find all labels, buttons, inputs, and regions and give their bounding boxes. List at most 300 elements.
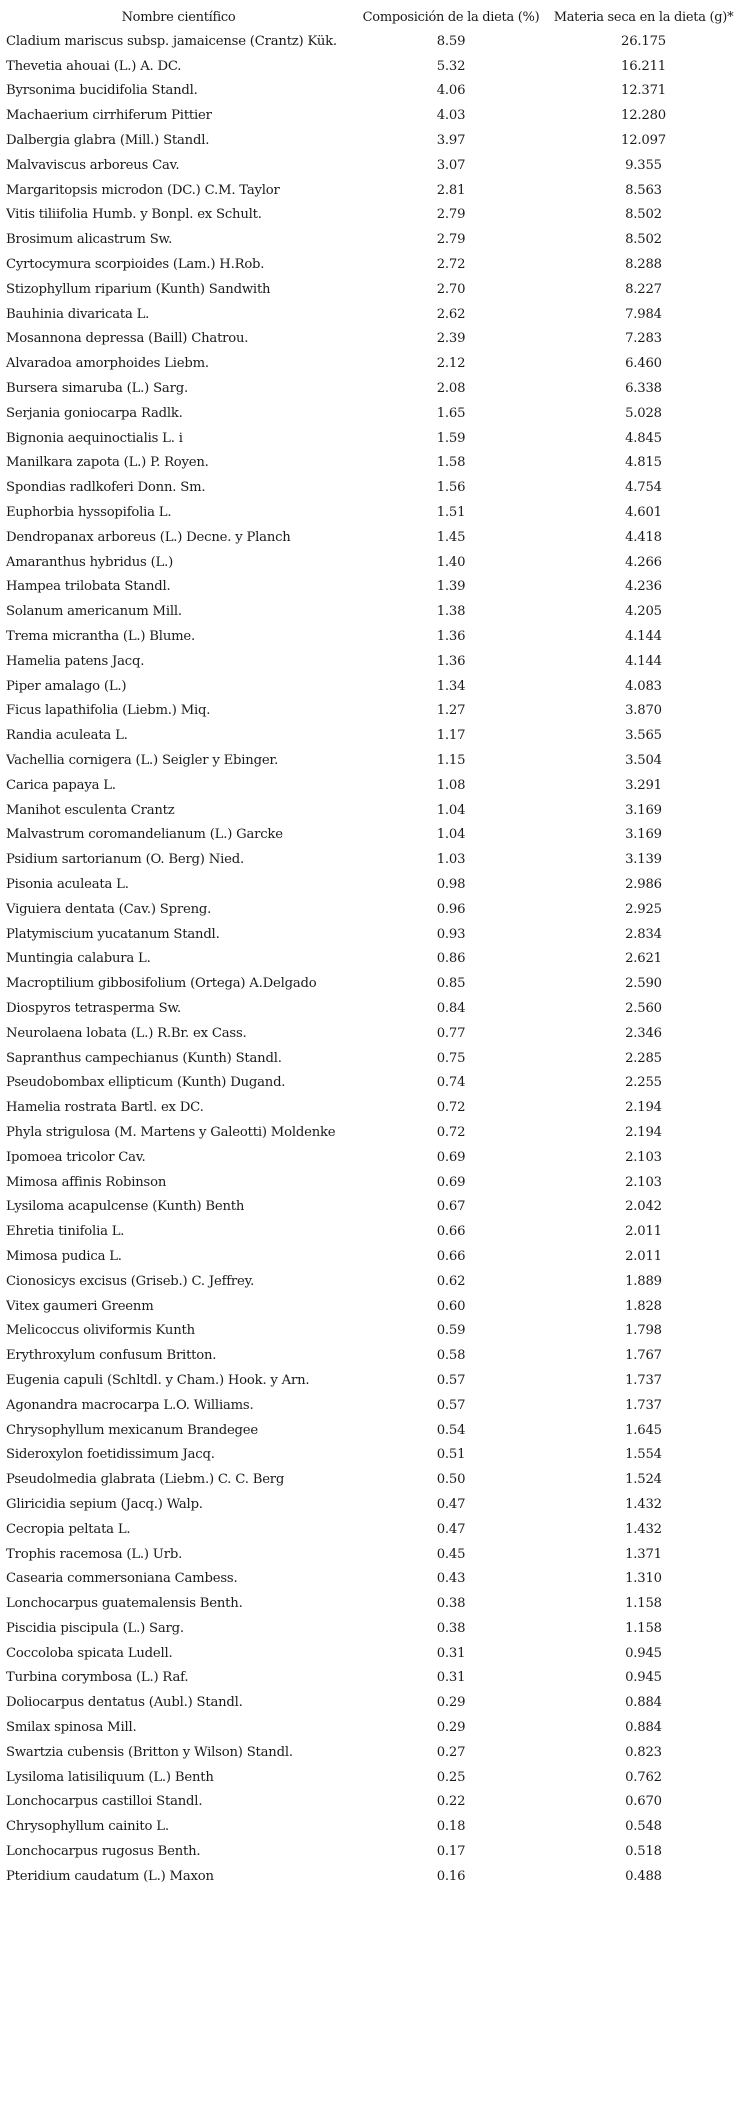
species-name-cell: Cecropia peltata L.	[6, 1521, 131, 1537]
header-diet-composition: Composición de la dieta (%)	[362, 10, 540, 25]
species-name-cell: Hamelia rostrata Bartl. ex DC.	[6, 1100, 204, 1116]
table-row	[6, 54, 736, 79]
table-row	[6, 1318, 736, 1343]
species-name-cell: Brosimum alicastrum Sw.	[6, 232, 173, 248]
dry-matter-cell: 0.884	[625, 1720, 662, 1736]
dry-matter-cell: 0.762	[625, 1769, 662, 1785]
species-name-cell: Pteridium caudatum (L.) Maxon	[6, 1868, 214, 1884]
diet-composition-cell: 1.65	[436, 405, 466, 421]
diet-composition-cell: 0.18	[436, 1819, 466, 1835]
dry-matter-cell: 1.158	[625, 1620, 662, 1636]
dry-matter-cell: 1.524	[625, 1472, 662, 1488]
dry-matter-cell: 0.670	[625, 1794, 662, 1810]
species-name-cell: Serjania goniocarpa Radlk.	[6, 405, 183, 421]
species-name-cell: Platymiscium yucatanum Standl.	[6, 926, 220, 942]
species-name-cell: Hampea trilobata Standl.	[6, 579, 171, 595]
table-row	[6, 649, 736, 674]
table-row	[6, 1368, 736, 1393]
table-row	[6, 575, 736, 600]
dry-matter-cell: 4.845	[625, 430, 662, 446]
diet-composition-cell: 3.97	[436, 133, 466, 149]
table-row	[6, 1740, 736, 1765]
dry-matter-cell: 3.565	[625, 728, 662, 744]
diet-composition-cell: 2.79	[436, 207, 466, 223]
diet-composition-cell: 0.16	[436, 1868, 466, 1884]
table-row	[6, 971, 736, 996]
dry-matter-cell: 0.945	[625, 1645, 662, 1661]
diet-composition-table	[6, 6, 736, 1889]
dry-matter-cell: 2.011	[625, 1248, 662, 1264]
species-name-cell: Thevetia ahouai (L.) A. DC.	[6, 58, 182, 74]
species-name-cell: Eugenia capuli (Schltdl. y Cham.) Hook. y Arn.	[6, 1372, 310, 1388]
table-row	[6, 1765, 736, 1790]
species-name-cell: Dalbergia glabra (Mill.) Standl.	[6, 133, 210, 149]
dry-matter-cell: 3.169	[625, 802, 662, 818]
diet-composition-cell: 0.96	[436, 901, 466, 917]
diet-composition-cell: 0.85	[436, 976, 466, 992]
table-row	[6, 252, 736, 277]
dry-matter-cell: 4.144	[625, 629, 662, 645]
dry-matter-cell: 1.798	[625, 1323, 662, 1339]
table-row	[6, 1070, 736, 1095]
species-name-cell: Dendropanax arboreus (L.) Decne. y Planch	[6, 529, 291, 545]
dry-matter-cell: 2.590	[625, 976, 662, 992]
species-name-cell: Chrysophyllum mexicanum Brandegee	[6, 1422, 258, 1438]
diet-composition-cell: 0.69	[436, 1174, 466, 1190]
species-name-cell: Cionosicys excisus (Griseb.) C. Jeffrey.	[6, 1273, 255, 1289]
dry-matter-cell: 0.823	[625, 1744, 662, 1760]
species-name-cell: Vitis tiliifolia Humb. y Bonpl. ex Schult.	[6, 207, 262, 223]
diet-composition-cell: 0.62	[436, 1273, 466, 1289]
species-name-cell: Manilkara zapota (L.) P. Royen.	[6, 455, 209, 471]
table-row	[6, 1442, 736, 1467]
dry-matter-cell: 3.504	[625, 753, 662, 768]
species-name-cell: Bursera simaruba (L.) Sarg.	[6, 381, 188, 397]
table-row	[6, 1814, 736, 1839]
table-row	[6, 748, 736, 773]
diet-composition-cell: 4.03	[436, 108, 466, 124]
species-name-cell: Mosannona depressa (Baill) Chatrou.	[6, 331, 249, 347]
species-name-cell: Manihot esculenta Crantz	[6, 802, 175, 818]
diet-composition-cell: 1.27	[436, 703, 466, 719]
species-name-cell: Vitex gaumeri Greenm	[6, 1298, 154, 1314]
dry-matter-cell: 1.645	[625, 1422, 662, 1438]
table-row	[6, 376, 736, 401]
table-row	[6, 351, 736, 376]
dry-matter-cell: 8.563	[625, 182, 662, 198]
diet-composition-cell: 0.47	[436, 1496, 466, 1512]
diet-composition-cell: 0.84	[436, 1000, 466, 1016]
dry-matter-cell: 4.754	[625, 480, 662, 496]
species-name-cell: Malvaviscus arboreus Cav.	[6, 157, 180, 173]
diet-composition-cell: 1.34	[436, 678, 466, 694]
diet-composition-cell: 4.06	[436, 83, 466, 99]
dry-matter-cell: 4.266	[625, 554, 662, 570]
species-name-cell: Amaranthus hybridus (L.)	[6, 554, 174, 570]
species-name-cell: Spondias radlkoferi Donn. Sm.	[6, 480, 206, 496]
diet-composition-cell: 0.69	[436, 1149, 466, 1165]
diet-composition-cell: 0.57	[436, 1372, 466, 1388]
table-row	[6, 451, 736, 476]
species-name-cell: Smilax spinosa Mill.	[6, 1720, 137, 1736]
table-row	[6, 1145, 736, 1170]
dry-matter-cell: 3.169	[625, 827, 662, 843]
diet-composition-cell: 0.50	[436, 1472, 466, 1488]
dry-matter-cell: 1.371	[625, 1546, 662, 1562]
species-name-cell: Vachellia cornigera (L.) Seigler y Ebinger.	[6, 753, 279, 768]
table-row	[6, 1566, 736, 1591]
table-row	[6, 872, 736, 897]
diet-composition-cell: 2.12	[436, 356, 466, 372]
table-row	[6, 1343, 736, 1368]
table-row	[6, 203, 736, 228]
diet-composition-cell: 5.32	[436, 58, 466, 74]
species-name-cell: Margaritopsis microdon (DC.) C.M. Taylor	[6, 182, 280, 198]
species-name-cell: Cyrtocymura scorpioides (Lam.) H.Rob.	[6, 257, 265, 273]
species-name-cell: Byrsonima bucidifolia Standl.	[6, 83, 198, 99]
table-row	[6, 897, 736, 922]
table-row	[6, 1542, 736, 1567]
species-name-cell: Bignonia aequinoctialis L. i	[6, 430, 183, 446]
diet-composition-cell: 0.25	[436, 1769, 466, 1785]
table-row	[6, 1616, 736, 1641]
table-row	[6, 1294, 736, 1319]
table-row	[6, 773, 736, 798]
species-name-cell: Lonchocarpus castilloi Standl.	[6, 1794, 203, 1810]
species-name-cell: Mimosa affinis Robinson	[6, 1174, 167, 1190]
diet-composition-cell: 0.51	[436, 1447, 466, 1463]
table-row	[6, 1492, 736, 1517]
dry-matter-cell: 1.828	[625, 1298, 662, 1314]
dry-matter-cell: 2.834	[625, 926, 662, 942]
diet-composition-cell: 0.66	[436, 1224, 466, 1240]
species-name-cell: Diospyros tetrasperma Sw.	[6, 1000, 181, 1016]
table-row	[6, 823, 736, 848]
diet-composition-cell: 0.17	[436, 1844, 466, 1860]
table-row	[6, 1467, 736, 1492]
dry-matter-cell: 26.175	[621, 33, 666, 49]
species-name-cell: Psidium sartorianum (O. Berg) Nied.	[6, 852, 244, 868]
table-row	[6, 178, 736, 203]
table-row	[6, 227, 736, 252]
dry-matter-cell: 12.280	[621, 108, 666, 124]
species-name-cell: Lysiloma latisiliquum (L.) Benth	[6, 1769, 214, 1785]
species-name-cell: Sapranthus campechianus (Kunth) Standl.	[6, 1050, 282, 1066]
dry-matter-cell: 12.097	[621, 133, 666, 149]
dry-matter-cell: 8.288	[625, 257, 662, 273]
dry-matter-cell: 4.815	[625, 455, 662, 471]
table-row	[6, 327, 736, 352]
table-row	[6, 1715, 736, 1740]
species-name-cell: Piper amalago (L.)	[6, 678, 127, 694]
dry-matter-cell: 4.144	[625, 653, 662, 669]
diet-composition-cell: 1.03	[436, 852, 466, 868]
species-name-cell: Viguiera dentata (Cav.) Spreng.	[6, 901, 212, 917]
diet-composition-cell: 0.59	[436, 1323, 466, 1339]
table-row	[6, 128, 736, 153]
table-row	[6, 1244, 736, 1269]
table-row	[6, 153, 736, 178]
species-name-cell: Pseudobombax ellipticum (Kunth) Dugand.	[6, 1075, 286, 1091]
dry-matter-cell: 1.767	[625, 1348, 662, 1364]
species-name-cell: Carica papaya L.	[6, 777, 116, 793]
table-row	[6, 798, 736, 823]
species-name-cell: Erythroxylum confusum Britton.	[6, 1348, 217, 1364]
dry-matter-cell: 7.283	[625, 331, 662, 347]
dry-matter-cell: 8.502	[625, 232, 662, 248]
species-name-cell: Lonchocarpus rugosus Benth.	[6, 1844, 201, 1860]
diet-composition-cell: 0.43	[436, 1571, 466, 1587]
table-row	[6, 922, 736, 947]
table-row	[6, 699, 736, 724]
table-row	[6, 1591, 736, 1616]
diet-composition-cell: 1.38	[436, 604, 466, 620]
species-name-cell: Lysiloma acapulcense (Kunth) Benth	[6, 1199, 245, 1215]
species-name-cell: Chrysophyllum cainito L.	[6, 1819, 169, 1835]
diet-composition-cell: 0.38	[436, 1596, 466, 1612]
table-row	[6, 1839, 736, 1864]
dry-matter-cell: 6.460	[625, 356, 662, 372]
species-name-cell: Alvaradoa amorphoides Liebm.	[6, 356, 209, 372]
dry-matter-cell: 1.737	[625, 1397, 662, 1413]
species-name-cell: Swartzia cubensis (Britton y Wilson) Standl.	[6, 1744, 293, 1760]
diet-composition-cell: 1.36	[436, 629, 466, 645]
dry-matter-cell: 1.432	[625, 1496, 662, 1512]
table-row	[6, 1418, 736, 1443]
diet-composition-cell: 0.77	[436, 1025, 466, 1041]
table-row	[6, 1790, 736, 1815]
table-row	[6, 525, 736, 550]
diet-composition-cell: 0.54	[436, 1422, 466, 1438]
species-name-cell: Pisonia aculeata L.	[6, 876, 129, 892]
table-row	[6, 847, 736, 872]
dry-matter-cell: 0.518	[625, 1844, 662, 1860]
table-row	[6, 1095, 736, 1120]
species-name-cell: Trophis racemosa (L.) Urb.	[6, 1546, 183, 1562]
species-name-cell: Doliocarpus dentatus (Aubl.) Standl.	[6, 1695, 243, 1711]
species-name-cell: Sideroxylon foetidissimum Jacq.	[6, 1447, 215, 1463]
dry-matter-cell: 2.011	[625, 1224, 662, 1240]
table-row	[6, 1120, 736, 1145]
table-row	[6, 401, 736, 426]
diet-composition-cell: 1.08	[436, 777, 466, 793]
header-row	[6, 6, 736, 29]
diet-composition-cell: 0.29	[436, 1720, 466, 1736]
dry-matter-cell: 2.285	[625, 1050, 662, 1066]
diet-composition-cell: 0.27	[436, 1744, 466, 1760]
table-body	[6, 29, 736, 1889]
diet-composition-cell: 2.62	[436, 306, 466, 322]
diet-composition-cell: 1.45	[436, 529, 466, 545]
diet-composition-cell: 0.72	[436, 1124, 466, 1140]
diet-composition-cell: 2.81	[436, 182, 466, 198]
diet-composition-cell: 2.39	[436, 331, 466, 347]
table-row	[6, 1194, 736, 1219]
dry-matter-cell: 6.338	[625, 381, 662, 397]
dry-matter-cell: 2.194	[625, 1100, 662, 1116]
table-row	[6, 946, 736, 971]
diet-composition-cell: 0.31	[436, 1645, 466, 1661]
diet-composition-cell: 1.51	[436, 505, 466, 521]
dry-matter-cell: 12.371	[621, 83, 666, 99]
dry-matter-cell: 1.158	[625, 1596, 662, 1612]
diet-composition-cell: 2.70	[436, 281, 466, 297]
table-row	[6, 1690, 736, 1715]
dry-matter-cell: 2.042	[625, 1199, 662, 1215]
diet-composition-cell: 1.39	[436, 579, 466, 595]
diet-composition-cell: 2.08	[436, 381, 466, 397]
table-row	[6, 1641, 736, 1666]
table-row	[6, 624, 736, 649]
species-name-cell: Ehretia tinifolia L.	[6, 1224, 125, 1240]
diet-composition-cell: 1.04	[436, 827, 466, 843]
diet-composition-cell: 0.86	[436, 951, 466, 967]
diet-composition-cell: 2.79	[436, 232, 466, 248]
species-name-cell: Hamelia patens Jacq.	[6, 653, 145, 669]
diet-composition-cell: 0.58	[436, 1348, 466, 1364]
diet-composition-cell: 0.75	[436, 1050, 466, 1066]
dry-matter-cell: 3.291	[625, 777, 662, 793]
species-name-cell: Machaerium cirrhiferum Pittier	[6, 108, 212, 124]
dry-matter-cell: 2.103	[625, 1149, 662, 1165]
dry-matter-cell: 0.884	[625, 1695, 662, 1711]
table-row	[6, 723, 736, 748]
species-name-cell: Euphorbia hyssopifolia L.	[6, 505, 172, 521]
diet-composition-cell: 0.74	[436, 1075, 466, 1091]
species-name-cell: Randia aculeata L.	[6, 728, 128, 744]
species-name-cell: Casearia commersoniana Cambess.	[6, 1571, 238, 1587]
dry-matter-cell: 2.986	[625, 876, 662, 892]
diet-composition-cell: 2.72	[436, 257, 466, 273]
species-name-cell: Agonandra macrocarpa L.O. Williams.	[6, 1397, 254, 1413]
table-row	[6, 79, 736, 104]
table-row	[6, 1269, 736, 1294]
species-name-cell: Turbina corymbosa (L.) Raf.	[6, 1670, 189, 1686]
dry-matter-cell: 2.103	[625, 1174, 662, 1190]
species-name-cell: Lonchocarpus guatemalensis Benth.	[6, 1596, 243, 1612]
diet-composition-cell: 1.58	[436, 455, 466, 471]
dry-matter-cell: 2.194	[625, 1124, 662, 1140]
dry-matter-cell: 2.560	[625, 1000, 662, 1016]
diet-composition-cell: 1.59	[436, 430, 466, 446]
dry-matter-cell: 4.205	[625, 604, 662, 620]
diet-composition-cell: 0.29	[436, 1695, 466, 1711]
diet-composition-cell: 1.17	[436, 728, 466, 744]
table-row	[6, 426, 736, 451]
dry-matter-cell: 8.227	[625, 281, 662, 297]
table-row	[6, 302, 736, 327]
table-header	[6, 6, 736, 29]
species-name-cell: Mimosa pudica L.	[6, 1248, 122, 1264]
diet-composition-cell: 0.67	[436, 1199, 466, 1215]
diet-composition-cell: 1.04	[436, 802, 466, 818]
dry-matter-cell: 1.432	[625, 1521, 662, 1537]
species-name-cell: Gliricidia sepium (Jacq.) Walp.	[6, 1496, 203, 1512]
dry-matter-cell: 2.255	[625, 1075, 662, 1091]
dry-matter-cell: 1.554	[625, 1447, 662, 1463]
species-name-cell: Pseudolmedia glabrata (Liebm.) C. C. Berg	[6, 1472, 285, 1488]
header-scientific-name: Nombre científico	[121, 10, 236, 25]
dry-matter-cell: 2.621	[625, 951, 662, 967]
table-row	[6, 1517, 736, 1542]
species-name-cell: Malvastrum coromandelianum (L.) Garcke	[6, 827, 283, 843]
table-row	[6, 500, 736, 525]
diet-composition-cell: 1.15	[436, 753, 466, 768]
species-name-cell: Solanum americanum Mill.	[6, 604, 182, 620]
table-row	[6, 1219, 736, 1244]
diet-composition-cell: 0.98	[436, 876, 466, 892]
diet-composition-cell: 1.36	[436, 653, 466, 669]
table-row	[6, 550, 736, 575]
diet-composition-cell: 0.57	[436, 1397, 466, 1413]
table-row	[6, 1666, 736, 1691]
diet-composition-cell: 8.59	[436, 33, 466, 49]
table-row	[6, 1864, 736, 1889]
species-name-cell: Coccoloba spicata Ludell.	[6, 1645, 173, 1661]
diet-composition-cell: 0.66	[436, 1248, 466, 1264]
diet-composition-cell: 0.31	[436, 1670, 466, 1686]
species-name-cell: Neurolaena lobata (L.) R.Br. ex Cass.	[6, 1025, 247, 1041]
table-row	[6, 1393, 736, 1418]
diet-composition-cell: 0.45	[436, 1546, 466, 1562]
table-row	[6, 1046, 736, 1071]
species-name-cell: Ipomoea tricolor Cav.	[6, 1149, 146, 1165]
dry-matter-cell: 8.502	[625, 207, 662, 223]
dry-matter-cell: 1.889	[625, 1273, 662, 1289]
diet-composition-cell: 0.72	[436, 1100, 466, 1116]
table-row	[6, 103, 736, 128]
table-row	[6, 674, 736, 699]
dry-matter-cell: 4.418	[625, 529, 662, 545]
diet-composition-cell: 0.47	[436, 1521, 466, 1537]
species-name-cell: Muntingia calabura L.	[6, 951, 151, 967]
species-name-cell: Melicoccus oliviformis Kunth	[6, 1323, 195, 1339]
dry-matter-cell: 7.984	[625, 306, 662, 322]
header-dry-matter: Materia seca en la dieta (g)*	[553, 10, 734, 25]
species-name-cell: Phyla strigulosa (M. Martens y Galeotti) Moldenke	[6, 1124, 336, 1140]
diet-composition-cell: 1.40	[436, 554, 466, 570]
diet-composition-cell: 3.07	[436, 157, 466, 173]
dry-matter-cell: 3.139	[625, 852, 662, 868]
dry-matter-cell: 5.028	[625, 405, 662, 421]
dry-matter-cell: 16.211	[621, 58, 666, 74]
species-name-cell: Bauhinia divaricata L.	[6, 306, 150, 322]
diet-composition-cell: 0.60	[436, 1298, 466, 1314]
species-name-cell: Cladium mariscus subsp. jamaicense (Crantz) Kük.	[6, 33, 337, 49]
dry-matter-cell: 2.925	[625, 901, 662, 917]
dry-matter-cell: 1.310	[625, 1571, 662, 1587]
dry-matter-cell: 2.346	[625, 1025, 662, 1041]
dry-matter-cell: 0.488	[625, 1868, 662, 1884]
table-row	[6, 1170, 736, 1195]
dry-matter-cell: 4.083	[625, 678, 662, 694]
dry-matter-cell: 9.355	[625, 157, 662, 173]
table-row	[6, 599, 736, 624]
dry-matter-cell: 3.870	[625, 703, 662, 719]
table-row	[6, 1021, 736, 1046]
diet-composition-cell: 1.56	[436, 480, 466, 496]
diet-composition-cell: 0.93	[436, 926, 466, 942]
species-name-cell: Macroptilium gibbosifolium (Ortega) A.Delgado	[6, 976, 317, 992]
dry-matter-cell: 4.236	[625, 579, 662, 595]
species-name-cell: Piscidia piscipula (L.) Sarg.	[6, 1620, 184, 1636]
dry-matter-cell: 0.945	[625, 1670, 662, 1686]
species-name-cell: Ficus lapathifolia (Liebm.) Miq.	[6, 703, 211, 719]
table-row	[6, 277, 736, 302]
species-name-cell: Stizophyllum riparium (Kunth) Sandwith	[6, 281, 271, 297]
table-row	[6, 29, 736, 54]
diet-composition-cell: 0.22	[436, 1794, 466, 1810]
